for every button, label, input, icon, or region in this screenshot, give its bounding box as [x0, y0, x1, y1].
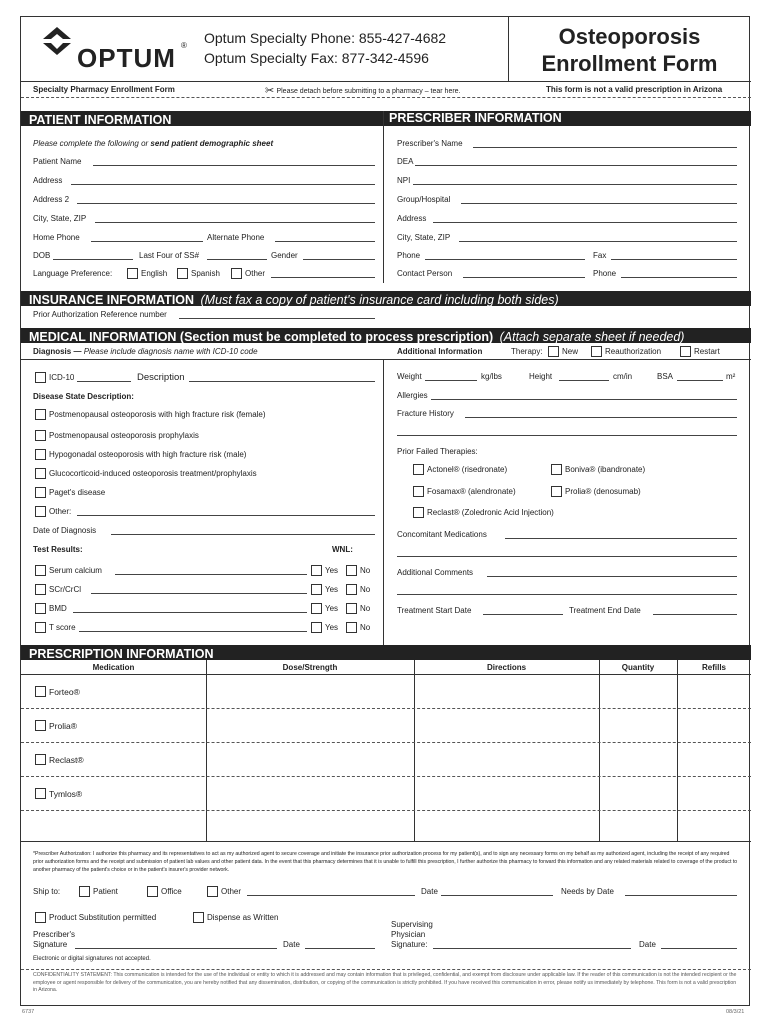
- rx-row-divider: [21, 742, 751, 743]
- supervising-label-2: Physician: [391, 930, 426, 939]
- spanish-label: Spanish: [191, 269, 220, 278]
- additional-info-header: Additional Information: [397, 347, 483, 356]
- gender-field[interactable]: [303, 259, 375, 260]
- gender-label: Gender: [271, 251, 298, 260]
- ssn-label: Last Four of SS#: [139, 251, 200, 260]
- ds6-label: Other:: [49, 507, 72, 516]
- ship-office-checkbox[interactable]: [147, 886, 158, 897]
- ship-patient-checkbox[interactable]: [79, 886, 90, 897]
- enrollment-form: [20, 16, 750, 1006]
- prescription-section-header: PRESCRIPTION INFORMATION: [21, 645, 751, 660]
- prescriber-date-label: Date: [283, 940, 300, 949]
- alt-phone-label: Alternate Phone: [207, 233, 265, 242]
- npi-field[interactable]: [413, 184, 737, 185]
- confidentiality-statement: CONFIDENTIALITY STATEMENT: This communication is intended for the use of the individual or entity to which it is addressed and may contain information that is privileged, confidential, and exempt from disclosure under applicable law. If the reader of this communication is not the intended recipient or the employee or agent responsible for delivery of the communication, you are hereby notified that any dissemination, distribution, or copying of the communication is strictly prohibited. If you have received this communication in error, please notify us immediately by telephone. This form is not a valid prescription in Arizona.: [33, 972, 737, 993]
- other-language-field[interactable]: [271, 277, 375, 278]
- rx-med-checkbox[interactable]: [35, 754, 46, 765]
- authorization-text: *Prescriber Authorization: I authorize this pharmacy and its representatives to act as my authorized agent to secure coverage and initiate the insurance prior authorization process for my patient(s), and to sign any necessary forms on my behalf as my authorized agent, including the receipt of any required prior authorization forms and the receipt and submission of patient lab values and other patient data. In the event that this pharmacy determines that it is unable to fulfill this prescription, I further authorize this pharmacy to forward this information and any related materials related to coverage of the product to another pharmacy of the patient's choice or in the patient's insurer's provider network.: [33, 851, 738, 873]
- test-value-field[interactable]: [115, 574, 307, 575]
- rx-header-rule: [21, 674, 751, 675]
- comments-field-2[interactable]: [397, 594, 737, 595]
- start-date-label: Treatment Start Date: [397, 606, 472, 615]
- supervising-signature-field[interactable]: [433, 948, 631, 949]
- substitution-checkbox[interactable]: [35, 912, 46, 923]
- therapy-reauth-checkbox[interactable]: [591, 346, 602, 357]
- medical-column-divider: [383, 359, 384, 645]
- test-checkbox[interactable]: [35, 565, 46, 576]
- test-yes-label: Yes: [325, 604, 339, 613]
- prescriber-phone-field[interactable]: [425, 259, 585, 260]
- english-label: English: [141, 269, 168, 278]
- fracture-label: Fracture History: [397, 409, 454, 418]
- concomitant-field[interactable]: [505, 538, 737, 539]
- rx-column-header: Medication: [92, 663, 135, 672]
- prescriber-address-field[interactable]: [433, 222, 737, 223]
- phone-number: Optum Specialty Phone: 855-427-4682: [204, 30, 447, 46]
- dob-label: DOB: [33, 251, 51, 260]
- dea-label: DEA: [397, 157, 414, 166]
- test-no-label: No: [360, 604, 371, 613]
- fax-number: Optum Specialty Fax: 877-342-4596: [204, 50, 429, 66]
- test-value-field[interactable]: [79, 631, 307, 632]
- supervising-date-label: Date: [639, 940, 656, 949]
- optum-logo-icon: [37, 25, 77, 65]
- patient-intro: Please complete the following or send patient demographic sheet: [33, 139, 274, 148]
- diagnosis-header: Diagnosis — Please include diagnosis name with ICD-10 code: [33, 347, 258, 356]
- needs-by-field[interactable]: [625, 895, 737, 896]
- rx-row-divider: [21, 810, 751, 811]
- allergies-label: Allergies: [397, 391, 428, 400]
- test-no-checkbox[interactable]: [346, 603, 357, 614]
- test-yes-label: Yes: [325, 585, 339, 594]
- address-label: Address: [33, 176, 63, 185]
- rx-col-line-1: [206, 660, 207, 841]
- comments-label: Additional Comments: [397, 568, 474, 577]
- test-no-label: No: [360, 566, 371, 575]
- prescriber-name-field[interactable]: [473, 147, 737, 148]
- test-label: Serum calcium: [49, 566, 102, 575]
- ds1-label: Postmenopausal osteoporosis with high fracture risk (female): [49, 410, 266, 419]
- ssn-field[interactable]: [207, 259, 267, 260]
- group-label: Group/Hospital: [397, 195, 451, 204]
- subheader-right: This form is not a valid prescription in Arizona: [546, 85, 723, 94]
- therapy-label: Therapy:: [511, 347, 543, 356]
- ds2-label: Postmenopausal osteoporosis prophylaxis: [49, 431, 199, 440]
- patient-name-label: Patient Name: [33, 157, 82, 166]
- rx-med-label: Prolia®: [49, 721, 77, 731]
- test-results-label: Test Results:: [33, 545, 83, 554]
- test-checkbox[interactable]: [35, 584, 46, 595]
- test-no-label: No: [360, 623, 371, 632]
- rx-med-checkbox[interactable]: [35, 686, 46, 697]
- medical-section-header: MEDICAL INFORMATION (Section must be completed to process prescription) (Attach separate sheet if needed): [21, 328, 751, 343]
- test-yes-checkbox[interactable]: [311, 603, 322, 614]
- spanish-checkbox[interactable]: [177, 268, 188, 279]
- home-phone-label: Home Phone: [33, 233, 80, 242]
- therapy-new-checkbox[interactable]: [548, 346, 559, 357]
- therapy-restart-label: Restart: [694, 347, 720, 356]
- test-no-checkbox[interactable]: [346, 584, 357, 595]
- ds6-checkbox[interactable]: [35, 506, 46, 517]
- prescriber-phone-label: Phone: [397, 251, 421, 260]
- prescriber-address-label: Address: [397, 214, 427, 223]
- ship-other-label: Other: [221, 887, 242, 896]
- other-language-label: Other: [245, 269, 266, 278]
- cmin-label: cm/in: [613, 372, 633, 381]
- form-code-left: 6737: [22, 1009, 35, 1015]
- test-checkbox[interactable]: [35, 603, 46, 614]
- dea-field[interactable]: [415, 165, 737, 166]
- address-field[interactable]: [71, 184, 375, 185]
- height-label: Height: [529, 372, 553, 381]
- concomitant-field-2[interactable]: [397, 556, 737, 557]
- prescriber-sig-label-2: Signature: [33, 940, 68, 949]
- wnl-label: WNL:: [332, 545, 353, 554]
- form-code-right: 08/3/21: [726, 1009, 745, 1015]
- prior-auth-label: Prior Authorization Reference number: [33, 310, 167, 319]
- test-label: T score: [49, 623, 76, 632]
- ds4-checkbox[interactable]: [35, 468, 46, 479]
- test-no-checkbox[interactable]: [346, 565, 357, 576]
- m2-label: m²: [726, 372, 736, 381]
- medical-sub-rule: [21, 359, 751, 360]
- subheader-left: Specialty Pharmacy Enrollment Form: [33, 85, 175, 94]
- address2-label: Address 2: [33, 195, 70, 204]
- contact-person-field[interactable]: [463, 277, 585, 278]
- reclast-label: Reclast® (Zoledronic Acid Injection): [427, 508, 554, 517]
- logo-text: OPTUM: [77, 43, 176, 73]
- test-yes-label: Yes: [325, 623, 339, 632]
- test-yes-checkbox[interactable]: [311, 584, 322, 595]
- height-field[interactable]: [559, 380, 609, 381]
- patient-section-header: PATIENT INFORMATION PRESCRIBER INFORMATION: [21, 111, 751, 126]
- address2-field[interactable]: [77, 203, 375, 204]
- ds6-field[interactable]: [77, 515, 375, 516]
- contact-phone-label: Phone: [593, 269, 617, 278]
- test-label: SCr/CrCl: [49, 585, 81, 594]
- therapy-new-label: New: [562, 347, 579, 356]
- group-field[interactable]: [461, 203, 737, 204]
- english-checkbox[interactable]: [127, 268, 138, 279]
- prescriber-date-field[interactable]: [305, 948, 375, 949]
- prescriber-sig-label-1: Prescriber's: [33, 930, 75, 939]
- fosamax-checkbox[interactable]: [413, 486, 424, 497]
- contact-phone-field[interactable]: [621, 277, 737, 278]
- alt-phone-field[interactable]: [275, 241, 375, 242]
- prior-failed-label: Prior Failed Therapies:: [397, 447, 478, 456]
- test-value-field[interactable]: [73, 612, 307, 613]
- substitution-label: Product Substitution permitted: [49, 913, 157, 922]
- therapy-restart-checkbox[interactable]: [680, 346, 691, 357]
- fosamax-label: Fosamax® (alendronate): [427, 487, 516, 496]
- prior-auth-field[interactable]: [179, 318, 375, 319]
- date-diagnosis-label: Date of Diagnosis: [33, 526, 97, 535]
- rx-column-header: Refills: [701, 663, 726, 672]
- prescriber-fax-field[interactable]: [611, 259, 737, 260]
- test-label: BMD: [49, 604, 67, 613]
- ds4-label: Glucocorticoid-induced osteoporosis treatment/prophylaxis: [49, 469, 257, 478]
- reclast-checkbox[interactable]: [413, 507, 424, 518]
- description-label: Description: [137, 372, 185, 383]
- prescriber-section-header: PRESCRIBER INFORMATION: [389, 111, 562, 125]
- optum-logo: [35, 25, 185, 75]
- prescriber-city-field[interactable]: [459, 241, 737, 242]
- insurance-section-header: INSURANCE INFORMATION (Must fax a copy of patient's insurance card including both sides): [21, 291, 751, 306]
- prescriber-city-label: City, State, ZIP: [397, 233, 451, 242]
- end-date-label: Treatment End Date: [569, 606, 641, 615]
- supervising-date-field[interactable]: [661, 948, 737, 949]
- npi-label: NPI: [397, 176, 411, 185]
- ds3-checkbox[interactable]: [35, 449, 46, 460]
- kglbs-label: kg/lbs: [481, 372, 502, 381]
- ds5-label: Paget's disease: [49, 488, 106, 497]
- end-date-field[interactable]: [653, 614, 737, 615]
- prolia-checkbox[interactable]: [551, 486, 562, 497]
- rx-med-label: Forteo®: [49, 687, 80, 697]
- other-language-checkbox[interactable]: [231, 268, 242, 279]
- ship-date-label: Date: [421, 887, 438, 896]
- test-yes-checkbox[interactable]: [311, 565, 322, 576]
- ds1-checkbox[interactable]: [35, 409, 46, 420]
- actonel-checkbox[interactable]: [413, 464, 424, 475]
- dob-field[interactable]: [53, 259, 133, 260]
- ship-patient-label: Patient: [93, 887, 118, 896]
- logo-reg: ®: [181, 41, 187, 50]
- ship-other-field[interactable]: [247, 895, 415, 896]
- test-no-label: No: [360, 585, 371, 594]
- needs-by-label: Needs by Date: [561, 887, 614, 896]
- weight-field[interactable]: [425, 380, 477, 381]
- rx-col-line-2: [414, 660, 415, 841]
- rx-med-checkbox[interactable]: [35, 788, 46, 799]
- scissors-icon: ✂: [265, 85, 275, 97]
- comments-field[interactable]: [487, 576, 737, 577]
- actonel-label: Actonel® (risedronate): [427, 465, 508, 474]
- rx-med-checkbox[interactable]: [35, 720, 46, 731]
- city-label: City, State, ZIP: [33, 214, 87, 223]
- dispense-label: Dispense as Written: [207, 913, 279, 922]
- rx-med-label: Reclast®: [49, 755, 84, 765]
- patient-name-field[interactable]: [93, 165, 375, 166]
- ship-date-field[interactable]: [441, 895, 553, 896]
- rx-med-label: Tymlos®: [49, 789, 83, 799]
- bsa-field[interactable]: [677, 380, 723, 381]
- city-field[interactable]: [95, 222, 375, 223]
- header-rule: [21, 81, 751, 82]
- tear-line: [21, 97, 751, 98]
- dispense-checkbox[interactable]: [193, 912, 204, 923]
- home-phone-field[interactable]: [91, 241, 203, 242]
- start-date-field[interactable]: [483, 614, 563, 615]
- tear-here-note: ✂ Please detach before submitting to a pharmacy – tear here.: [265, 85, 461, 97]
- footer-tear-line: [21, 969, 751, 970]
- test-no-checkbox[interactable]: [346, 622, 357, 633]
- rx-column-header: Directions: [486, 663, 527, 672]
- language-label: Language Preference:: [33, 269, 113, 278]
- therapy-reauth-label: Reauthorization: [605, 347, 662, 356]
- fracture-field-2[interactable]: [397, 435, 737, 436]
- ship-to-label: Ship to:: [33, 887, 61, 896]
- rx-column-header: Dose/Strength: [282, 663, 338, 672]
- rx-column-header: Quantity: [621, 663, 655, 672]
- bsa-label: BSA: [657, 372, 674, 381]
- ds3-label: Hypogonadal osteoporosis with high fracture risk (male): [49, 450, 247, 459]
- prescriber-fax-label: Fax: [593, 251, 607, 260]
- allergies-field[interactable]: [431, 399, 737, 400]
- form-title-2: Enrollment Form: [541, 51, 718, 76]
- boniva-label: Boniva® (ibandronate): [565, 465, 646, 474]
- supervising-label-3: Signature:: [391, 940, 428, 949]
- prescriber-name-label: Prescriber's Name: [397, 139, 463, 148]
- test-checkbox[interactable]: [35, 622, 46, 633]
- test-value-field[interactable]: [91, 593, 307, 594]
- description-field[interactable]: [189, 381, 375, 382]
- date-diagnosis-field[interactable]: [111, 534, 375, 535]
- rx-bottom-rule: [21, 841, 751, 842]
- disease-state-label: Disease State Description:: [33, 392, 134, 401]
- ship-other-checkbox[interactable]: [207, 886, 218, 897]
- icd10-field[interactable]: [77, 381, 131, 382]
- rx-col-line-3: [599, 660, 600, 841]
- electronic-note: Electronic or digital signatures not accepted.: [33, 956, 151, 962]
- column-divider: [383, 111, 384, 283]
- prolia-label: Prolia® (denosumab): [565, 487, 641, 496]
- ds2-checkbox[interactable]: [35, 430, 46, 441]
- ds5-checkbox[interactable]: [35, 487, 46, 498]
- ship-office-label: Office: [161, 887, 182, 896]
- icd10-label: ICD-10: [49, 373, 75, 382]
- test-yes-label: Yes: [325, 566, 339, 575]
- form-title-1: Osteoporosis: [558, 24, 701, 49]
- boniva-checkbox[interactable]: [551, 464, 562, 475]
- rx-row-divider: [21, 708, 751, 709]
- concomitant-label: Concomitant Medications: [397, 530, 487, 539]
- icd10-checkbox[interactable]: [35, 372, 46, 383]
- rx-row-divider: [21, 776, 751, 777]
- contact-person-label: Contact Person: [397, 269, 453, 278]
- weight-label: Weight: [397, 372, 422, 381]
- prescriber-signature-field[interactable]: [75, 948, 277, 949]
- rx-col-line-4: [677, 660, 678, 841]
- supervising-label-1: Supervising: [391, 920, 433, 929]
- test-yes-checkbox[interactable]: [311, 622, 322, 633]
- fracture-field[interactable]: [465, 417, 737, 418]
